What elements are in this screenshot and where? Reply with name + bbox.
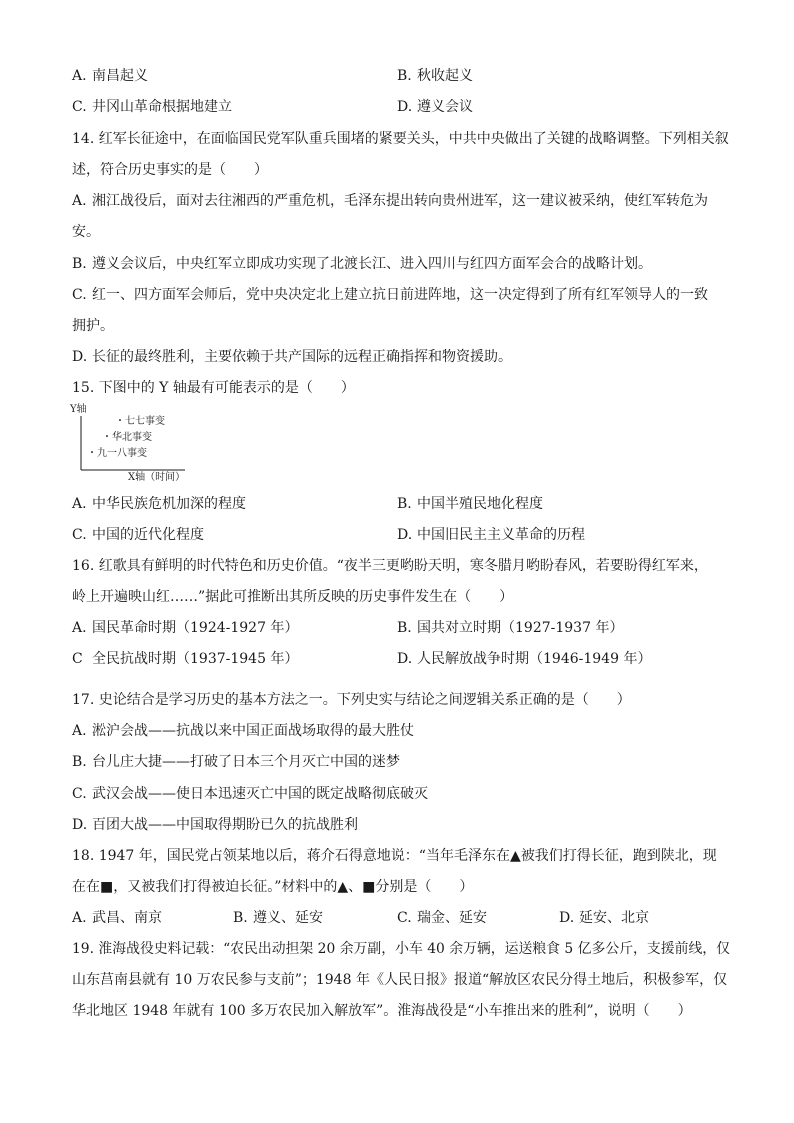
q16-options-row-2	[72, 649, 732, 669]
q18-option-b-text: 遵义、延安	[253, 910, 323, 926]
q13-option-b	[397, 66, 473, 86]
q13-options-row-1	[72, 66, 732, 86]
q15-event-2: ・华北事变	[102, 432, 152, 443]
q18-option-c	[397, 908, 487, 928]
q13-option-d-letter: D.	[397, 99, 413, 115]
q16-options-row-1	[72, 618, 732, 638]
q18-option-b	[233, 908, 323, 928]
q18-option-d	[559, 908, 649, 928]
q18-options-row	[72, 908, 732, 928]
q18-option-d-text: 延安、北京	[579, 910, 649, 926]
q15-option-b	[397, 494, 543, 514]
q15-option-d-letter: D.	[397, 527, 413, 543]
q15-options-row-1	[72, 494, 732, 514]
q15-option-b-text: 中国半殖民地化程度	[417, 496, 543, 512]
q16-stem-line-1: 16. 红歌具有鲜明的时代特色和历史价值。“夜半三更哟盼天明，寒冬腊月哟盼春风，若要盼得红军来，	[72, 558, 708, 574]
q15-event-1: ・七七事变	[115, 416, 165, 427]
q15-option-c-letter: C.	[72, 527, 87, 543]
q15-option-a-text: 中华民族危机加深的程度	[92, 496, 246, 512]
q16-option-b-text: 国共对立时期（1927-1937 年）	[417, 620, 624, 636]
q14-option-c-line-1: 红一、四方面军会师后，党中央决定北上建立抗日前进阵地，这一决定得到了所有红军领导人的一致	[92, 287, 708, 303]
q16-option-d-text: 人民解放战争时期（1946-1949 年）	[417, 651, 652, 667]
q15-option-a	[72, 494, 246, 514]
q14-option-d-letter: D.	[72, 349, 88, 365]
q14-stem-line-2: 述，符合历史事实的是（ ）	[72, 162, 268, 178]
q13-option-a-letter: A.	[72, 68, 87, 84]
q15-x-axis-label: X轴（时间）	[128, 472, 186, 483]
q17-option-d-text: 百团大战——中国取得期盼已久的抗战胜利	[92, 817, 358, 833]
q15-option-b-letter: B.	[397, 496, 412, 512]
q13-options-row-2	[72, 97, 732, 117]
q14-option-a-line-2: 安。	[72, 224, 100, 240]
q16-option-b	[397, 618, 623, 638]
q17-stem: 17. 史论结合是学习历史的基本方法之一。下列史实与结论之间逻辑关系正确的是（ ）	[72, 692, 631, 708]
q14-option-b-letter: B.	[72, 256, 87, 272]
q18-option-c-text: 瑞金、延安	[417, 910, 487, 926]
q18-option-a-text: 武昌、南京	[92, 910, 162, 926]
q15-option-d-text: 中国旧民主主义革命的历程	[417, 527, 585, 543]
q18-stem-line-2: 在在■，又被我们打得被迫长征。”材料中的▲、■分别是（ ）	[72, 879, 474, 895]
q16-option-d	[397, 649, 651, 669]
q17-option-c	[72, 784, 428, 804]
q15-option-a-letter: A.	[72, 496, 87, 512]
q17-option-b-letter: B.	[72, 754, 87, 770]
q14-option-b-line-1: 遵义会议后，中央红军立即成功实现了北渡长江、进入四川与红四方面军会合的战略计划。	[92, 256, 652, 272]
q18-option-d-letter: D.	[559, 910, 575, 926]
q13-option-c-text: 井冈山革命根据地建立	[92, 99, 232, 115]
q14-option-c	[72, 285, 708, 305]
q16-option-c-letter: C	[72, 651, 83, 667]
q14-option-c-letter: C.	[72, 287, 87, 303]
q16-option-d-letter: D.	[397, 651, 413, 667]
q15-stem: 15. 下图中的 Y 轴最有可能表示的是（ ）	[72, 380, 355, 396]
q14-option-c-line-2: 拥护。	[72, 318, 114, 334]
q13-option-a	[72, 66, 148, 86]
q14-option-d-line-1: 长征的最终胜利，主要依赖于共产国际的远程正确指挥和物资援助。	[92, 349, 512, 365]
q18-stem-line-1: 18. 1947 年，国民党占领某地以后，蒋介石得意地说：“当年毛泽东在▲被我们打得长征，跑到陕北，现	[72, 848, 717, 864]
q18-option-b-letter: B.	[233, 910, 248, 926]
q14-option-a	[72, 191, 708, 211]
q17-option-c-letter: C.	[72, 786, 87, 802]
q14-stem-line-1: 14. 红军长征途中，在面临国民党军队重兵围堵的紧要关头，中共中央做出了关键的战略调整。下列相关叙	[72, 131, 729, 147]
q13-option-b-text: 秋收起义	[417, 68, 473, 84]
q13-option-a-text: 南昌起义	[92, 68, 148, 84]
q17-option-d	[72, 815, 358, 835]
q17-option-d-letter: D.	[72, 817, 88, 833]
q17-option-b-text: 台儿庄大捷——打破了日本三个月灭亡中国的迷梦	[92, 754, 400, 770]
q14-option-b	[72, 254, 652, 274]
q16-option-a-text: 国民革命时期（1924-1927 年）	[92, 620, 299, 636]
q13-option-c	[72, 97, 232, 117]
q15-event-3: ・九一八事变	[87, 448, 147, 459]
q15-option-d	[397, 525, 585, 545]
q14-option-a-letter: A.	[72, 193, 87, 209]
q15-y-axis-label: Y轴	[70, 404, 87, 415]
q18-option-a-letter: A.	[72, 910, 87, 926]
q13-option-d	[397, 97, 473, 117]
q17-option-a-letter: A.	[72, 723, 87, 739]
q13-option-c-letter: C.	[72, 99, 87, 115]
q15-figure	[70, 404, 200, 486]
q15-option-c-text: 中国的近代化程度	[92, 527, 204, 543]
q14-option-a-line-1: 湘江战役后，面对去往湘西的严重危机，毛泽东提出转向贵州进军，这一建议被采纳，使红军转危为	[92, 193, 708, 209]
q19-stem-line-1: 19. 淮海战役史料记载：“农民出动担架 20 余万副，小车 40 余万辆，运送粮食 5 亿多公斤，支援前线，仅	[72, 941, 730, 957]
q16-option-a-letter: A.	[72, 620, 87, 636]
q15-option-c	[72, 525, 204, 545]
q13-option-b-letter: B.	[397, 68, 412, 84]
q19-stem-line-3: 华北地区 1948 年就有 100 多万农民加入解放军”。淮海战役是“小车推出来的胜利”，说明（ ）	[72, 1003, 692, 1019]
q17-option-a-text: 淞沪会战——抗战以来中国正面战场取得的最大胜仗	[92, 723, 414, 739]
q16-stem-line-2: 岭上开遍映山红……”据此可推断出其所反映的历史事件发生在（ ）	[72, 589, 514, 605]
q16-option-c	[72, 649, 298, 669]
q16-option-b-letter: B.	[397, 620, 412, 636]
q17-option-c-text: 武汉会战——使日本迅速灭亡中国的既定战略彻底破灭	[92, 786, 428, 802]
q16-option-a	[72, 618, 298, 638]
q19-stem-line-2: 山东莒南县就有 10 万农民参与支前”；1948 年《人民日报》报道“解放区农民分得土地后，积极参军，仅	[72, 972, 728, 988]
q13-option-d-text: 遵义会议	[417, 99, 473, 115]
q16-option-c-text: 全民抗战时期（1937-1945 年）	[92, 651, 299, 667]
q18-option-c-letter: C.	[397, 910, 412, 926]
q17-option-b	[72, 752, 400, 772]
q17-option-a	[72, 721, 414, 741]
q14-option-d	[72, 347, 512, 367]
q15-options-row-2	[72, 525, 732, 545]
q18-option-a	[72, 908, 162, 928]
